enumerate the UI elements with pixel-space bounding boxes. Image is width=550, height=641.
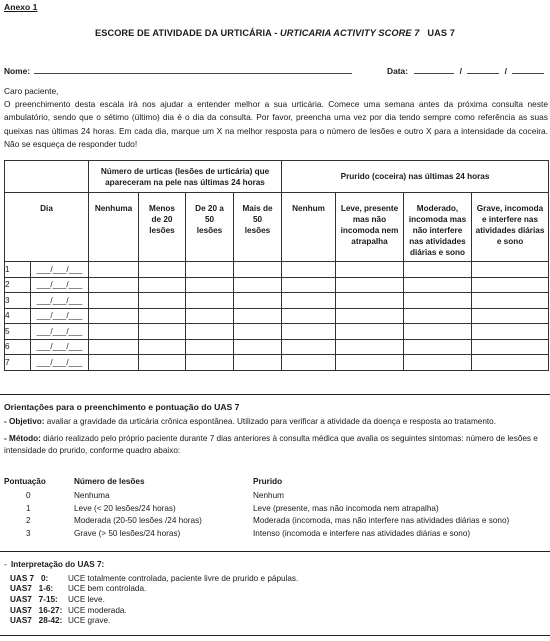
annex-label: Anexo 1 (4, 2, 38, 12)
cell-lesions-more-50[interactable] (234, 339, 282, 355)
date-year-field[interactable] (512, 66, 544, 74)
cell-itch-severe[interactable] (472, 293, 549, 309)
score-value: 0 (26, 491, 31, 501)
col-header-itch-severe: Grave, incomoda e interfere nas atividades diárias e sono (472, 193, 549, 262)
cell-itch-severe[interactable] (472, 277, 549, 293)
row-date-field[interactable]: ___/___/___ (31, 262, 89, 278)
cell-itch-moderate[interactable] (404, 339, 472, 355)
section-divider (0, 394, 550, 395)
cell-lesions-none[interactable] (89, 339, 139, 355)
group-header-itch: Prurido (coceira) nas últimas 24 horas (282, 161, 549, 193)
interpretation-meaning: UCE bem controlada. (68, 584, 147, 594)
date-separator: / (459, 66, 462, 76)
cell-lesions-less-20[interactable] (139, 339, 186, 355)
cell-lesions-none[interactable] (89, 262, 139, 278)
row-date-field[interactable]: ___/___/___ (31, 277, 89, 293)
row-number: 5 (5, 324, 31, 340)
method-label: - Método: (4, 434, 41, 443)
row-number: 4 (5, 308, 31, 324)
cell-lesions-more-50[interactable] (234, 324, 282, 340)
col-header-itch-moderate: Moderado, incomoda mas não interfere nas atividades diárias e sono (404, 193, 472, 262)
scoring-header-score: Pontuação (4, 476, 46, 486)
cell-itch-mild[interactable] (336, 324, 404, 340)
interpretation-meaning: UCE grave. (68, 616, 111, 626)
score-itch: Nenhum (253, 491, 284, 501)
objective-paragraph (4, 416, 548, 428)
cell-lesions-20-50[interactable] (186, 293, 234, 309)
cell-itch-mild[interactable] (336, 293, 404, 309)
row-number: 6 (5, 339, 31, 355)
scoring-header-row (4, 475, 509, 490)
interpretation-meaning: UCE totalmente controlada, paciente livre de prurido e pápulas. (68, 573, 299, 583)
section-divider (0, 551, 550, 552)
method-text: diário realizado pelo próprio paciente durante 7 dias anteriores à consulta médica que avalia os seguintes sintomas: número de lesões e intensidade do prurido, conforme quadro abaixo: (4, 434, 538, 455)
objective-text: avaliar a gravidade da urticária crônica espontânea. Utilizado para verificar a atividade da doença e resposta ao tratamento. (44, 417, 496, 426)
cell-itch-moderate[interactable] (404, 262, 472, 278)
score-itch: Moderada (incomoda, mas não interfere nas atividades diárias e sono) (253, 516, 510, 526)
list-item (10, 594, 298, 605)
name-label: Nome: (4, 66, 31, 76)
col-header-lesions-none: Nenhuma (89, 193, 139, 262)
interpretation-range: UAS7 7-15: (10, 594, 58, 604)
table-row (4, 527, 509, 539)
score-lesions: Nenhuma (74, 491, 110, 501)
cell-lesions-20-50[interactable] (186, 339, 234, 355)
scoring-header-itch: Prurido (253, 476, 283, 486)
cell-itch-none[interactable] (282, 262, 336, 278)
interpretation-title: Interpretação do UAS 7: (11, 560, 105, 569)
list-item (10, 573, 298, 584)
row-date-field[interactable]: ___/___/___ (31, 339, 89, 355)
cell-lesions-none[interactable] (89, 355, 139, 371)
cell-lesions-less-20[interactable] (139, 293, 186, 309)
interpretation-bullet: - (4, 560, 7, 569)
cell-itch-none[interactable] (282, 293, 336, 309)
guidelines-title: Orientações para o preenchimento e pontuação do UAS 7 (4, 402, 240, 412)
cell-itch-none[interactable] (282, 324, 336, 340)
cell-lesions-less-20[interactable] (139, 308, 186, 324)
cell-lesions-less-20[interactable] (139, 355, 186, 371)
page-title (0, 28, 550, 38)
interpretation-heading (4, 560, 104, 569)
title-italic: URTICARIA ACTIVITY SCORE 7 (280, 28, 420, 38)
cell-itch-mild[interactable] (336, 308, 404, 324)
list-item (10, 615, 298, 626)
header-spacer (5, 161, 89, 193)
intro-paragraph: O preenchimento desta escala irá nos ajudar a entender melhor a sua urticária. Comece uma semana antes da próxima consulta neste ambulatório, sendo que o sétimo (último) dia é o dia da consulta. Por favor, preencha uma vez por dia tendo sempre como referência as suas queixas nas últimas 24 horas. Em cada dia, marque um X na melhor resposta para o número de lesões e outro X para a intensidade da coceira. Não se esqueça de responder tudo! (4, 99, 548, 149)
cell-itch-mild[interactable] (336, 339, 404, 355)
cell-lesions-more-50[interactable] (234, 277, 282, 293)
date-separator: / (504, 66, 507, 76)
list-item (10, 605, 298, 616)
score-value: 3 (26, 528, 31, 538)
table-row (5, 324, 549, 340)
cell-lesions-none[interactable] (89, 308, 139, 324)
cell-itch-moderate[interactable] (404, 277, 472, 293)
cell-itch-none[interactable] (282, 277, 336, 293)
row-number: 2 (5, 277, 31, 293)
score-value: 1 (26, 503, 31, 513)
col-header-day: Dia (5, 193, 89, 262)
cell-itch-moderate[interactable] (404, 355, 472, 371)
intro-text-block (4, 85, 548, 151)
col-header-itch-none: Nenhum (282, 193, 336, 262)
col-header-lesions-20-50: De 20 a 50 lesões (186, 193, 234, 262)
cell-lesions-more-50[interactable] (234, 262, 282, 278)
score-lesions: Leve (< 20 lesões/24 horas) (74, 503, 176, 513)
name-date-row (4, 66, 548, 76)
greeting: Caro paciente, (4, 86, 59, 96)
cell-lesions-less-20[interactable] (139, 324, 186, 340)
cell-itch-severe[interactable] (472, 262, 549, 278)
row-number: 7 (5, 355, 31, 371)
cell-itch-moderate[interactable] (404, 324, 472, 340)
cell-itch-none[interactable] (282, 308, 336, 324)
cell-lesions-20-50[interactable] (186, 277, 234, 293)
cell-lesions-20-50[interactable] (186, 355, 234, 371)
score-value: 2 (26, 516, 31, 526)
title-code: UAS 7 (427, 28, 455, 38)
table-row (4, 502, 509, 514)
cell-lesions-none[interactable] (89, 293, 139, 309)
name-field[interactable] (34, 66, 352, 74)
interpretation-meaning: UCE leve. (68, 594, 105, 604)
cell-lesions-more-50[interactable] (234, 308, 282, 324)
row-date-field[interactable]: ___/___/___ (31, 355, 89, 371)
cell-lesions-none[interactable] (89, 324, 139, 340)
cell-itch-mild[interactable] (336, 262, 404, 278)
row-date-field[interactable]: ___/___/___ (31, 308, 89, 324)
table-row (5, 308, 549, 324)
cell-lesions-more-50[interactable] (234, 293, 282, 309)
score-itch: Intenso (incomoda e interfere nas atividades diárias e sono) (253, 528, 471, 538)
interpretation-list (10, 573, 298, 626)
interpretation-range: UAS7 1-6: (10, 584, 54, 594)
table-row (5, 339, 549, 355)
table-row (5, 277, 549, 293)
date-month-field[interactable] (467, 66, 499, 74)
cell-itch-mild[interactable] (336, 277, 404, 293)
col-header-lesions-more-50: Mais de 50 lesões (234, 193, 282, 262)
col-header-lesions-less-20: Menos de 20 lesões (139, 193, 186, 262)
table-row (4, 514, 509, 526)
cell-itch-severe[interactable] (472, 324, 549, 340)
row-number: 1 (5, 262, 31, 278)
row-date-field[interactable]: ___/___/___ (31, 324, 89, 340)
scoring-header-lesions: Número de lesões (74, 476, 145, 486)
cell-lesions-less-20[interactable] (139, 277, 186, 293)
cell-lesions-none[interactable] (89, 277, 139, 293)
table-row (5, 262, 549, 278)
scoring-table (4, 475, 509, 539)
cell-lesions-less-20[interactable] (139, 262, 186, 278)
cell-lesions-more-50[interactable] (234, 355, 282, 371)
list-item (10, 584, 298, 595)
table-row (4, 490, 509, 502)
objective-label: - Objetivo: (4, 417, 45, 426)
cell-itch-none[interactable] (282, 339, 336, 355)
method-paragraph (4, 433, 548, 457)
cell-itch-moderate[interactable] (404, 293, 472, 309)
row-date-field[interactable]: ___/___/___ (31, 293, 89, 309)
cell-itch-severe[interactable] (472, 355, 549, 371)
interpretation-meaning: UCE moderada. (68, 605, 127, 615)
col-header-itch-mild: Leve, presente mas não incomoda nem atrapalha (336, 193, 404, 262)
daily-diary-table (4, 160, 549, 371)
cell-itch-none[interactable] (282, 355, 336, 371)
cell-itch-mild[interactable] (336, 355, 404, 371)
cell-itch-moderate[interactable] (404, 308, 472, 324)
group-header-lesions: Número de urticas (lesões de urticária) que apareceram na pele nas últimas 24 horas (89, 161, 282, 193)
interpretation-range: UAS7 28-42: (10, 616, 63, 626)
cell-lesions-20-50[interactable] (186, 324, 234, 340)
cell-lesions-20-50[interactable] (186, 308, 234, 324)
table-row (5, 355, 549, 371)
cell-itch-severe[interactable] (472, 308, 549, 324)
bottom-divider (0, 635, 550, 636)
interpretation-range: UAS 7 0: (10, 573, 49, 583)
cell-itch-severe[interactable] (472, 339, 549, 355)
score-lesions: Moderada (20-50 lesões /24 horas) (74, 516, 202, 526)
interpretation-range: UAS7 16-27: (10, 605, 63, 615)
title-main: ESCORE DE ATIVIDADE DA URTICÁRIA - (95, 28, 281, 38)
cell-lesions-20-50[interactable] (186, 262, 234, 278)
date-label: Data: (387, 66, 408, 76)
score-lesions: Grave (> 50 lesões/24 horas) (74, 528, 181, 538)
score-itch: Leve (presente, mas não incomoda nem atrapalha) (253, 503, 439, 513)
row-number: 3 (5, 293, 31, 309)
date-day-field[interactable] (414, 66, 454, 74)
table-row (5, 293, 549, 309)
